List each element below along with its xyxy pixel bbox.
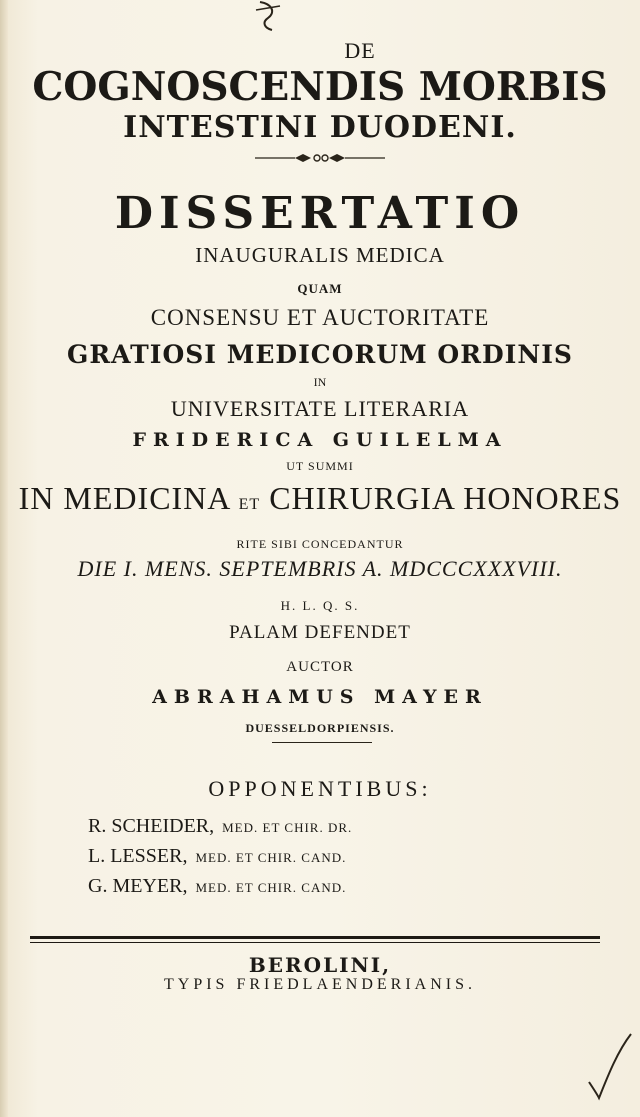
opponent-name: G. MEYER, [88,875,188,897]
imprint-city: BEROLINI, [248,953,392,977]
opponent-entry [88,875,568,905]
opponent-name: R. SCHEIDER, [88,815,215,837]
imprint-printer: TYPIS FRIEDLAENDERIANIS. [164,976,476,993]
honores-line [0,480,640,517]
double-rule-top [30,936,600,939]
auctor-label: AUCTOR [286,659,354,675]
origin-line: DUESSELDORPIENSIS. [245,721,395,735]
rite-line: RITE SIBI CONCEDANTUR [236,537,404,551]
dissertatio-sub1: INAUGURALIS MEDICA [195,243,445,267]
title-de: DE [344,38,376,63]
short-rule [272,742,372,743]
date-line: DIE I. MENS. SEPTEMBRIS A. MDCCCXXXVIII. [77,556,563,581]
palam-line: PALAM DEFENDET [229,622,411,643]
dissertatio-sub3: CONSENSU ET AUCTORITATE [150,305,490,330]
dissertatio-heading: DISSERTATIO [114,188,526,239]
honores-et: ET [238,496,261,513]
opponentes-heading: OPPONENTIBUS: [208,776,432,801]
honores-medicina: IN MEDICINA [18,480,230,516]
title-line-2: INTESTINI DUODENI. [123,110,517,145]
opponent-entry [88,815,568,845]
opponentes-list [88,815,568,905]
hlqs-line: H. L. Q. S. [280,598,360,613]
opponent-entry [88,845,568,875]
opponent-title: MED. ET CHIR. CAND. [195,880,347,895]
opponent-title: MED. ET CHIR. DR. [222,820,353,835]
dissertatio-sub2: QUAM [297,281,343,296]
ornament-divider [255,151,385,165]
ordo-line: GRATIOSI MEDICORUM ORDINIS [67,340,573,369]
handwritten-check-mark [585,1030,635,1102]
double-rule-bottom [30,942,600,943]
friderica-line: FRIDERICA GUILELMA [132,429,508,451]
auctor-name: ABRAHAMUS MAYER [152,686,488,708]
opponent-name: L. LESSER, [88,845,188,867]
title-line-1: COGNOSCENDIS MORBIS [32,64,608,110]
in-line: IN [313,375,327,389]
universitate-line: UNIVERSITATE LITERARIA [170,396,470,421]
ut-summi-line: UT SUMMI [286,459,354,473]
opponent-title: MED. ET CHIR. CAND. [195,850,347,865]
honores-chirurgia: CHIRURGIA HONORES [269,480,622,516]
